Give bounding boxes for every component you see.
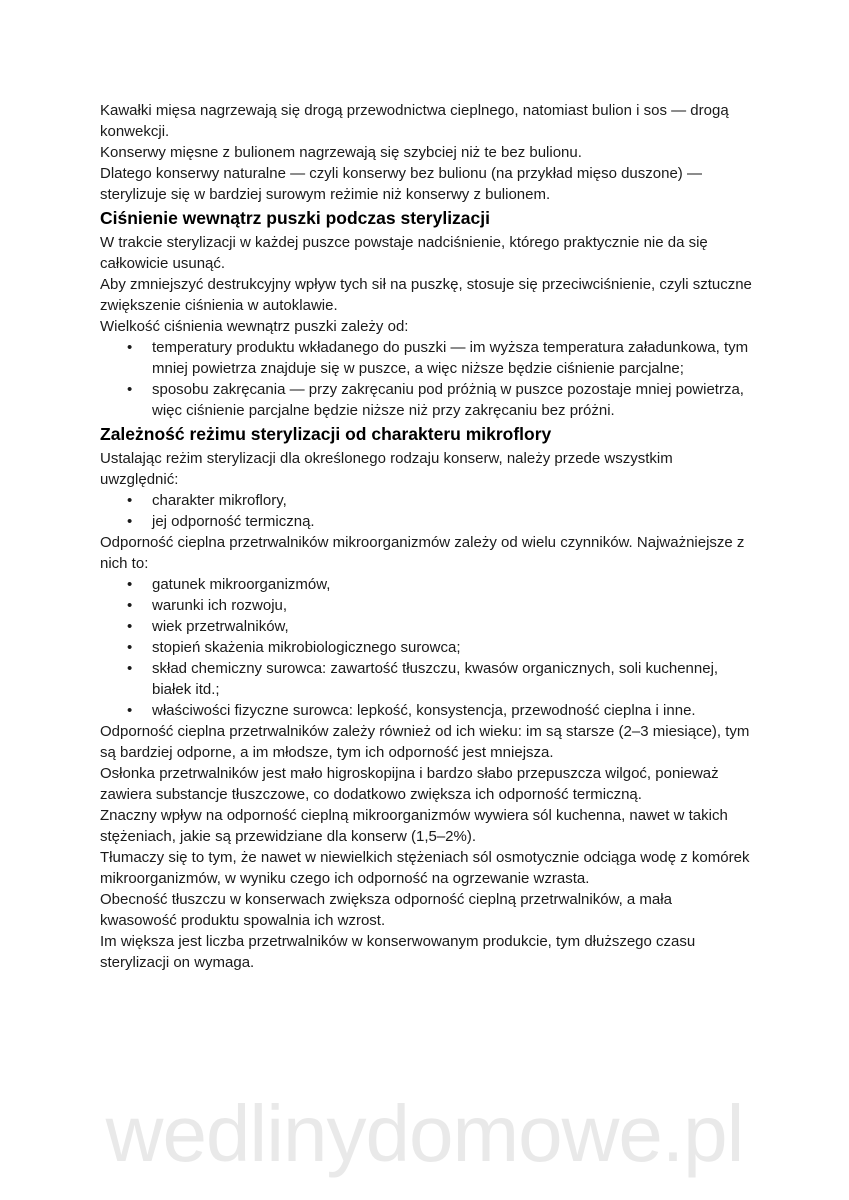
bullet-list — [100, 337, 752, 421]
list-item: • temperatury produktu wkładanego do puszki — im wyższa temperatura załadunkowa, tym mniej powietrza znajduje się w puszce, a więc niższe będzie ciśnienie parcjalne; — [152, 337, 752, 379]
list-item: • jej odporność termiczną. — [152, 511, 752, 532]
list-item: • gatunek mikroorganizmów, — [152, 574, 752, 595]
paragraph: Tłumaczy się to tym, że nawet w niewielkich stężeniach sól osmotycznie odciąga wodę z komórek mikroorganizmów, w wyniku czego ich odporność na ogrzewanie wzrasta. — [100, 849, 750, 887]
bullet-list — [100, 574, 752, 721]
paragraph: Ustalając reżim sterylizacji dla określonego rodzaju konserw, należy przede wszystkim uwzględnić: — [100, 450, 673, 488]
paragraph: Aby zmniejszyć destrukcyjny wpływ tych sił na puszkę, stosuje się przeciwciśnienie, czyli sztuczne zwiększenie ciśnienia w autoklawie. — [100, 276, 752, 314]
list-item: • sposobu zakręcania — przy zakręcaniu pod próżnią w puszce pozostaje mniej powietrza, więc ciśnienie parcjalne będzie niższe niż przy zakręcaniu bez próżni. — [152, 379, 752, 421]
paragraph: Konserwy mięsne z bulionem nagrzewają się szybciej niż te bez bulionu. — [100, 144, 582, 161]
section-heading-pressure: Ciśnienie wewnątrz puszki podczas sterylizacji — [100, 208, 490, 228]
paragraph: Dlatego konserwy naturalne — czyli konserwy bez bulionu (na przykład mięso duszone) — sterylizuje się w bardziej surowym reżimie niż konserwy z bulionem. — [100, 165, 702, 203]
section-heading-microflora: Zależność reżimu sterylizacji od charakteru mikroflory — [100, 424, 552, 444]
paragraph: Obecność tłuszczu w konserwach zwiększa odporność cieplną przetrwalników, a mała kwasowość produktu spowalnia ich wzrost. — [100, 891, 672, 929]
paragraph: Osłonka przetrwalników jest mało higroskopijna i bardzo słabo przepuszcza wilgoć, ponieważ zawiera substancje tłuszczowe, co dodatkowo zwiększa ich odporność termiczną. — [100, 765, 719, 803]
paragraph: Wielkość ciśnienia wewnątrz puszki zależy od: — [100, 318, 409, 335]
paragraph: Odporność cieplna przetrwalników mikroorganizmów zależy od wielu czynników. Najważniejsze z nich to: — [100, 534, 745, 572]
watermark: wedlinydomowe.pl — [105, 1089, 744, 1178]
list-item: • właściwości fizyczne surowca: lepkość, konsystencja, przewodność cieplna i inne. — [152, 700, 752, 721]
list-item: • warunki ich rozwoju, — [152, 595, 752, 616]
list-item: • skład chemiczny surowca: zawartość tłuszczu, kwasów organicznych, soli kuchennej, białek itd.; — [152, 658, 752, 700]
paragraph: Im większa jest liczba przetrwalników w konserwowanym produkcie, tym dłuższego czasu sterylizacji on wymaga. — [100, 933, 696, 971]
paragraph: W trakcie sterylizacji w każdej puszce powstaje nadciśnienie, którego praktycznie nie da się całkowicie usunąć. — [100, 234, 708, 272]
bullet-list — [100, 490, 752, 532]
paragraph: Kawałki mięsa nagrzewają się drogą przewodnictwa cieplnego, natomiast bulion i sos — drogą konwekcji. — [100, 102, 729, 140]
list-item: • charakter mikroflory, — [152, 490, 752, 511]
list-item: • stopień skażenia mikrobiologicznego surowca; — [152, 637, 752, 658]
paragraph: Znaczny wpływ na odporność cieplną mikroorganizmów wywiera sól kuchenna, nawet w takich stężeniach, jakie są przewidziane dla konserw (1,5–2%). — [100, 807, 728, 845]
paragraph: Odporność cieplna przetrwalników zależy również od ich wieku: im są starsze (2–3 miesiące), tym są bardziej odporne, a im młodsze, tym ich odporność jest mniejsza. — [100, 723, 750, 761]
list-item: • wiek przetrwalników, — [152, 616, 752, 637]
document-page — [100, 100, 752, 973]
